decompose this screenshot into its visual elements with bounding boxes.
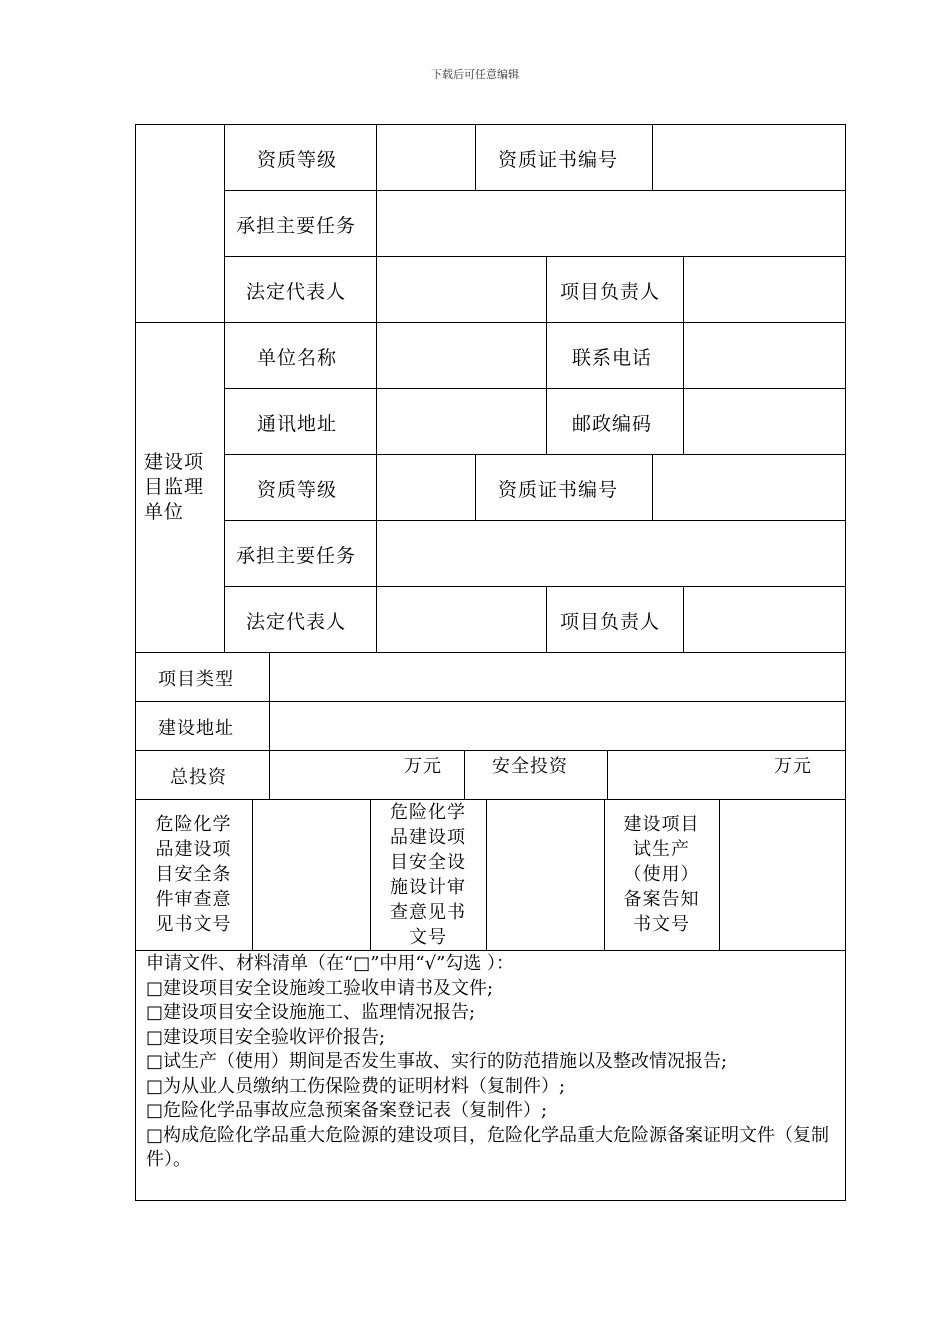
list-item: □构成危险化学品重大危险源的建设项目，危险化学品重大危险源备案证明文件（复制件）。 [146, 1124, 830, 1170]
safety-invest-label: 安全投资 [492, 756, 568, 777]
main-tasks-label: 承担主要任务 [236, 215, 357, 237]
supervisor-qualification-label: 资质等级 [257, 479, 338, 501]
qualification-level-label: 资质等级 [257, 149, 338, 171]
project-type-label: 项目类型 [158, 669, 234, 690]
total-invest-unit: 万元 [404, 756, 442, 777]
supervisor-project-leader-label: 项目负责人 [560, 611, 661, 633]
supervisor-cert-number-label: 资质证书编号 [498, 479, 619, 501]
supervisor-section-label: 建设项 目监理 单位 [144, 450, 205, 523]
postcode-label: 邮政编码 [572, 413, 653, 435]
supervisor-main-tasks-label: 承担主要任务 [236, 545, 357, 567]
condition-review-doc-label: 危险化学 品建设项 目安全条 件审查意 见书文号 [155, 814, 232, 935]
list-item: □危险化学品事故应急预案备案登记表（复制件）; [146, 1100, 548, 1121]
list-item: □试生产（使用）期间是否发生事故、实行的防范措施以及整改情况报告; [146, 1051, 728, 1072]
header-note: 下载后可任意编辑 [431, 68, 519, 81]
trial-record-doc-label: 建设项目 试生产 （使用） 备案告知 书文号 [623, 814, 700, 935]
list-item: □建设项目安全设施施工、监理情况报告; [146, 1002, 476, 1023]
legal-rep-label: 法定代表人 [246, 281, 347, 303]
list-item: □建设项目安全设施竣工验收申请书及文件; [146, 977, 494, 999]
supervisor-legal-rep-label: 法定代表人 [246, 611, 347, 633]
cert-number-label: 资质证书编号 [498, 149, 619, 171]
list-item: □建设项目安全验收评价报告; [146, 1026, 386, 1048]
total-invest-label: 总投资 [170, 767, 227, 788]
materials-list [146, 952, 840, 1173]
safety-invest-unit: 万元 [774, 756, 812, 777]
materials-title: 申请文件、材料清单（在“□”中用“√”勾选 ）： [146, 953, 515, 974]
project-leader-label: 项目负责人 [560, 281, 661, 303]
project-site-label: 建设地址 [158, 718, 234, 739]
address-label: 通讯地址 [257, 413, 338, 435]
phone-label: 联系电话 [572, 347, 653, 369]
list-item: □为从业人员缴纳工伤保险费的证明材料（复制件）; [146, 1075, 566, 1097]
design-review-doc-label: 危险化学 品建设项 目安全设 施设计审 查意见书 文号 [390, 801, 466, 948]
unit-name-label: 单位名称 [257, 347, 338, 369]
